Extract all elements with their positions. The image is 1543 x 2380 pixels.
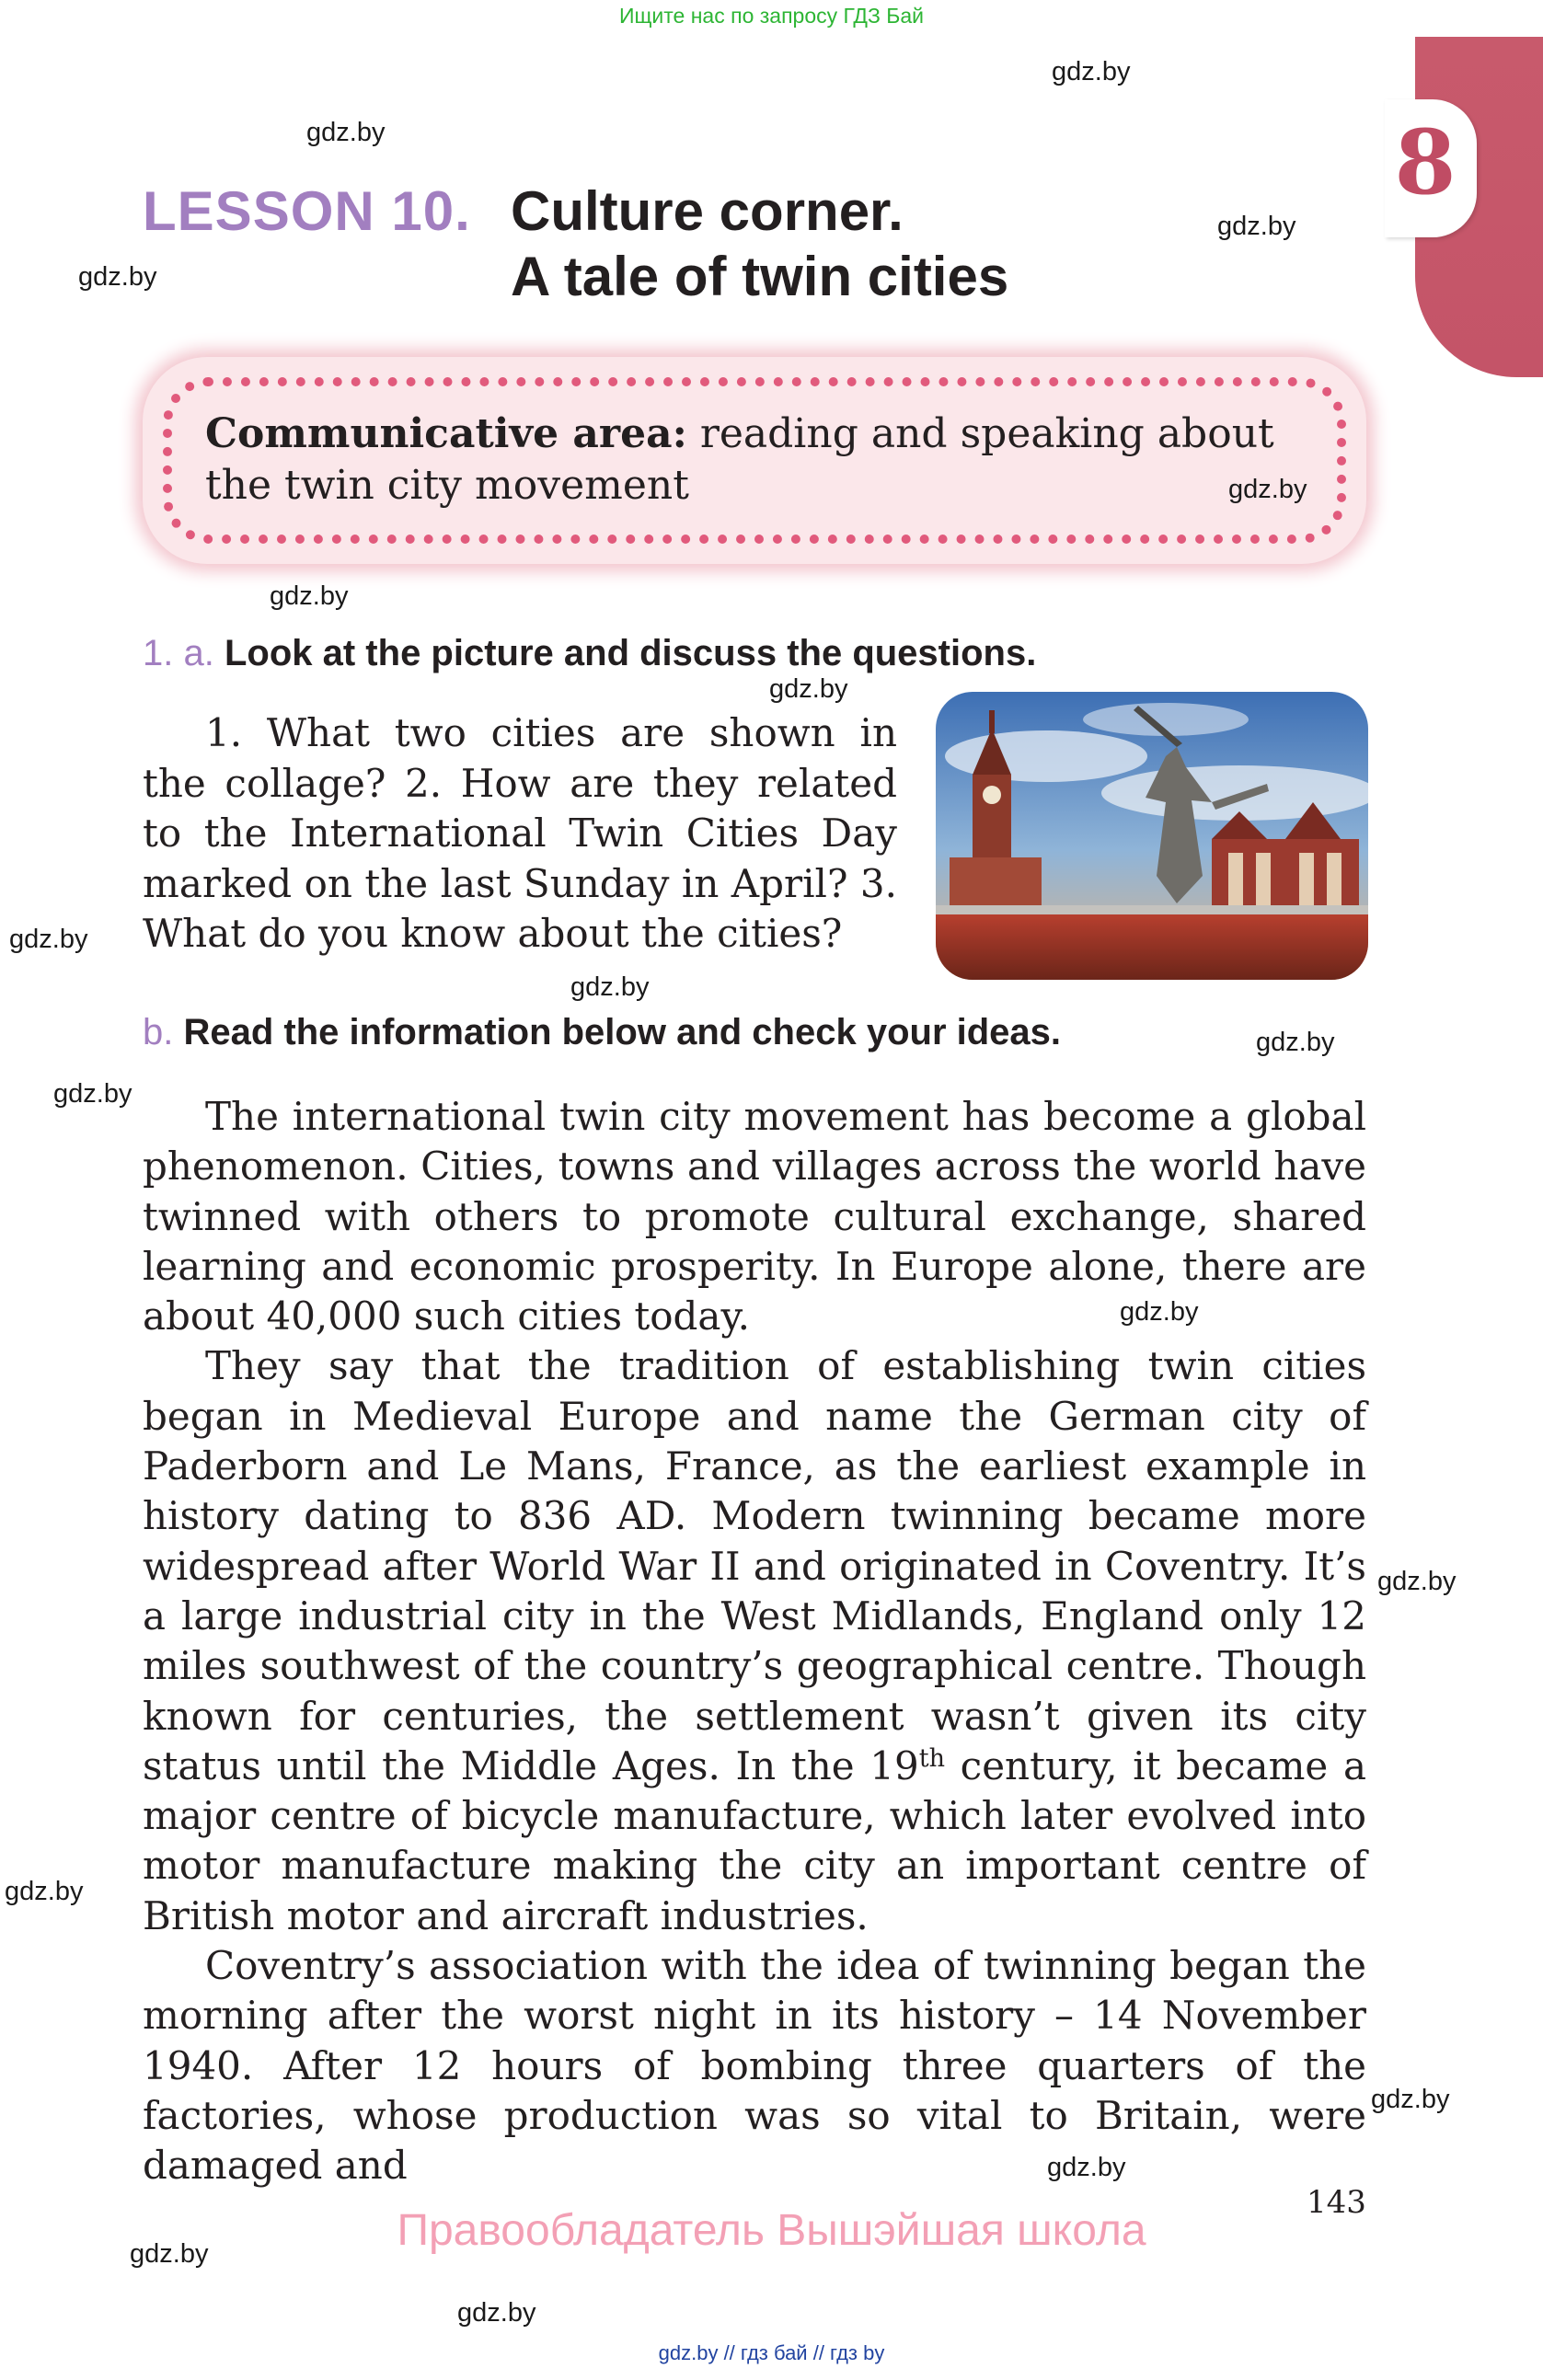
watermark: gdz.by <box>78 262 157 292</box>
reading-paragraph-2-part-1: They say that the tradition of establishing twin cities began in Medieval Europe and name the German city of Paderborn and Le Mans, France, as the earliest example in history dating to 836 AD. Modern twinning became more widespread after World War II and originated in Coventry. It’s a large industrial city in the West Midlands, England only 12 miles southwest of the country’s geographical centre. Though known for centuries, the settlement wasn’t given its city status until the Middle Ages. In the 19 <box>143 1343 1366 1788</box>
copyright-notice: Правообладатель Вышэйшая школа <box>397 2206 1146 2255</box>
reading-paragraph-2 <box>143 1341 1366 1941</box>
watermark: gdz.by <box>1217 212 1296 241</box>
task-1a-number: 1. a. <box>143 633 214 673</box>
lesson-title-line1: Culture corner. <box>511 180 904 242</box>
watermark: gdz.by <box>130 2239 209 2269</box>
header-note: Ищите нас по запросу ГДЗ Бай <box>618 4 925 28</box>
lesson-label: LESSON 10. <box>143 180 471 242</box>
reading-paragraph-2-part-2: century, it became a major centre of bicycle manufacture, which later evolved into motor manufacture making the city an important centre of British motor and aircraft industries. <box>143 1742 1367 1938</box>
watermark: gdz.by <box>9 925 88 954</box>
task-1a-instruction: Look at the picture and discuss the questions. <box>224 633 1037 673</box>
communicative-area-label: Communicative area: <box>205 410 687 457</box>
task-1a-questions <box>143 708 897 960</box>
watermark: gdz.by <box>570 972 650 1002</box>
watermark: gdz.by <box>1052 57 1131 86</box>
communicative-area-text <box>205 408 1318 512</box>
watermark: gdz.by <box>1047 2153 1126 2182</box>
reading-paragraph-3: Coventry’s association with the idea of twinning began the morning after the worst night in its history – 14 November 1940. After 12 hours of bombing three quarters of the factories, whose production was so vital to Britain, were damaged and <box>143 1943 1366 2189</box>
watermark: gdz.by <box>769 674 848 704</box>
questions-text: 1. What two cities are shown in the collage? 2. How are they related to the International Twin Cities Day marked on the last Sunday in April? 3. What do you know about the cities? <box>143 710 897 956</box>
collage-illustration <box>936 692 1368 980</box>
task-1b-instruction: Read the information below and check your ideas. <box>183 1012 1062 1052</box>
lesson-title-line2: A tale of twin cities <box>511 246 1009 307</box>
footer-note: gdz.by // гдз бай // гдз by <box>658 2341 885 2364</box>
watermark: gdz.by <box>306 118 386 147</box>
watermark: gdz.by <box>1371 2085 1450 2114</box>
collage-image <box>936 692 1368 980</box>
reading-paragraph-1: The international twin city movement has become a global phenomenon. Cities, towns and villages across the world have twinned with others to promote cultural exchange, shared learning and economic prosperity. In Europe alone, there are about 40,000 such cities today. <box>143 1094 1366 1339</box>
watermark: gdz.by <box>270 581 349 611</box>
watermark: gdz.by <box>457 2298 536 2328</box>
watermark: gdz.by <box>5 1877 84 1906</box>
chapter-number: 8 <box>1394 110 1457 214</box>
reading-text <box>143 1092 1366 2191</box>
watermark: gdz.by <box>1377 1567 1457 1596</box>
ordinal-superscript: th <box>918 1743 945 1773</box>
watermark: gdz.by <box>1120 1297 1199 1327</box>
task-1a-heading <box>143 633 1036 674</box>
watermark: gdz.by <box>1256 1028 1335 1057</box>
communicative-area-box <box>143 357 1366 564</box>
task-1b-number: b. <box>143 1012 174 1052</box>
communicative-area-description: reading and speaking about the twin city movement <box>205 410 1274 509</box>
watermark: gdz.by <box>53 1079 132 1109</box>
watermark: gdz.by <box>1228 475 1307 504</box>
page-number: 143 <box>1307 2184 1366 2221</box>
task-1b-heading <box>143 1012 1061 1053</box>
